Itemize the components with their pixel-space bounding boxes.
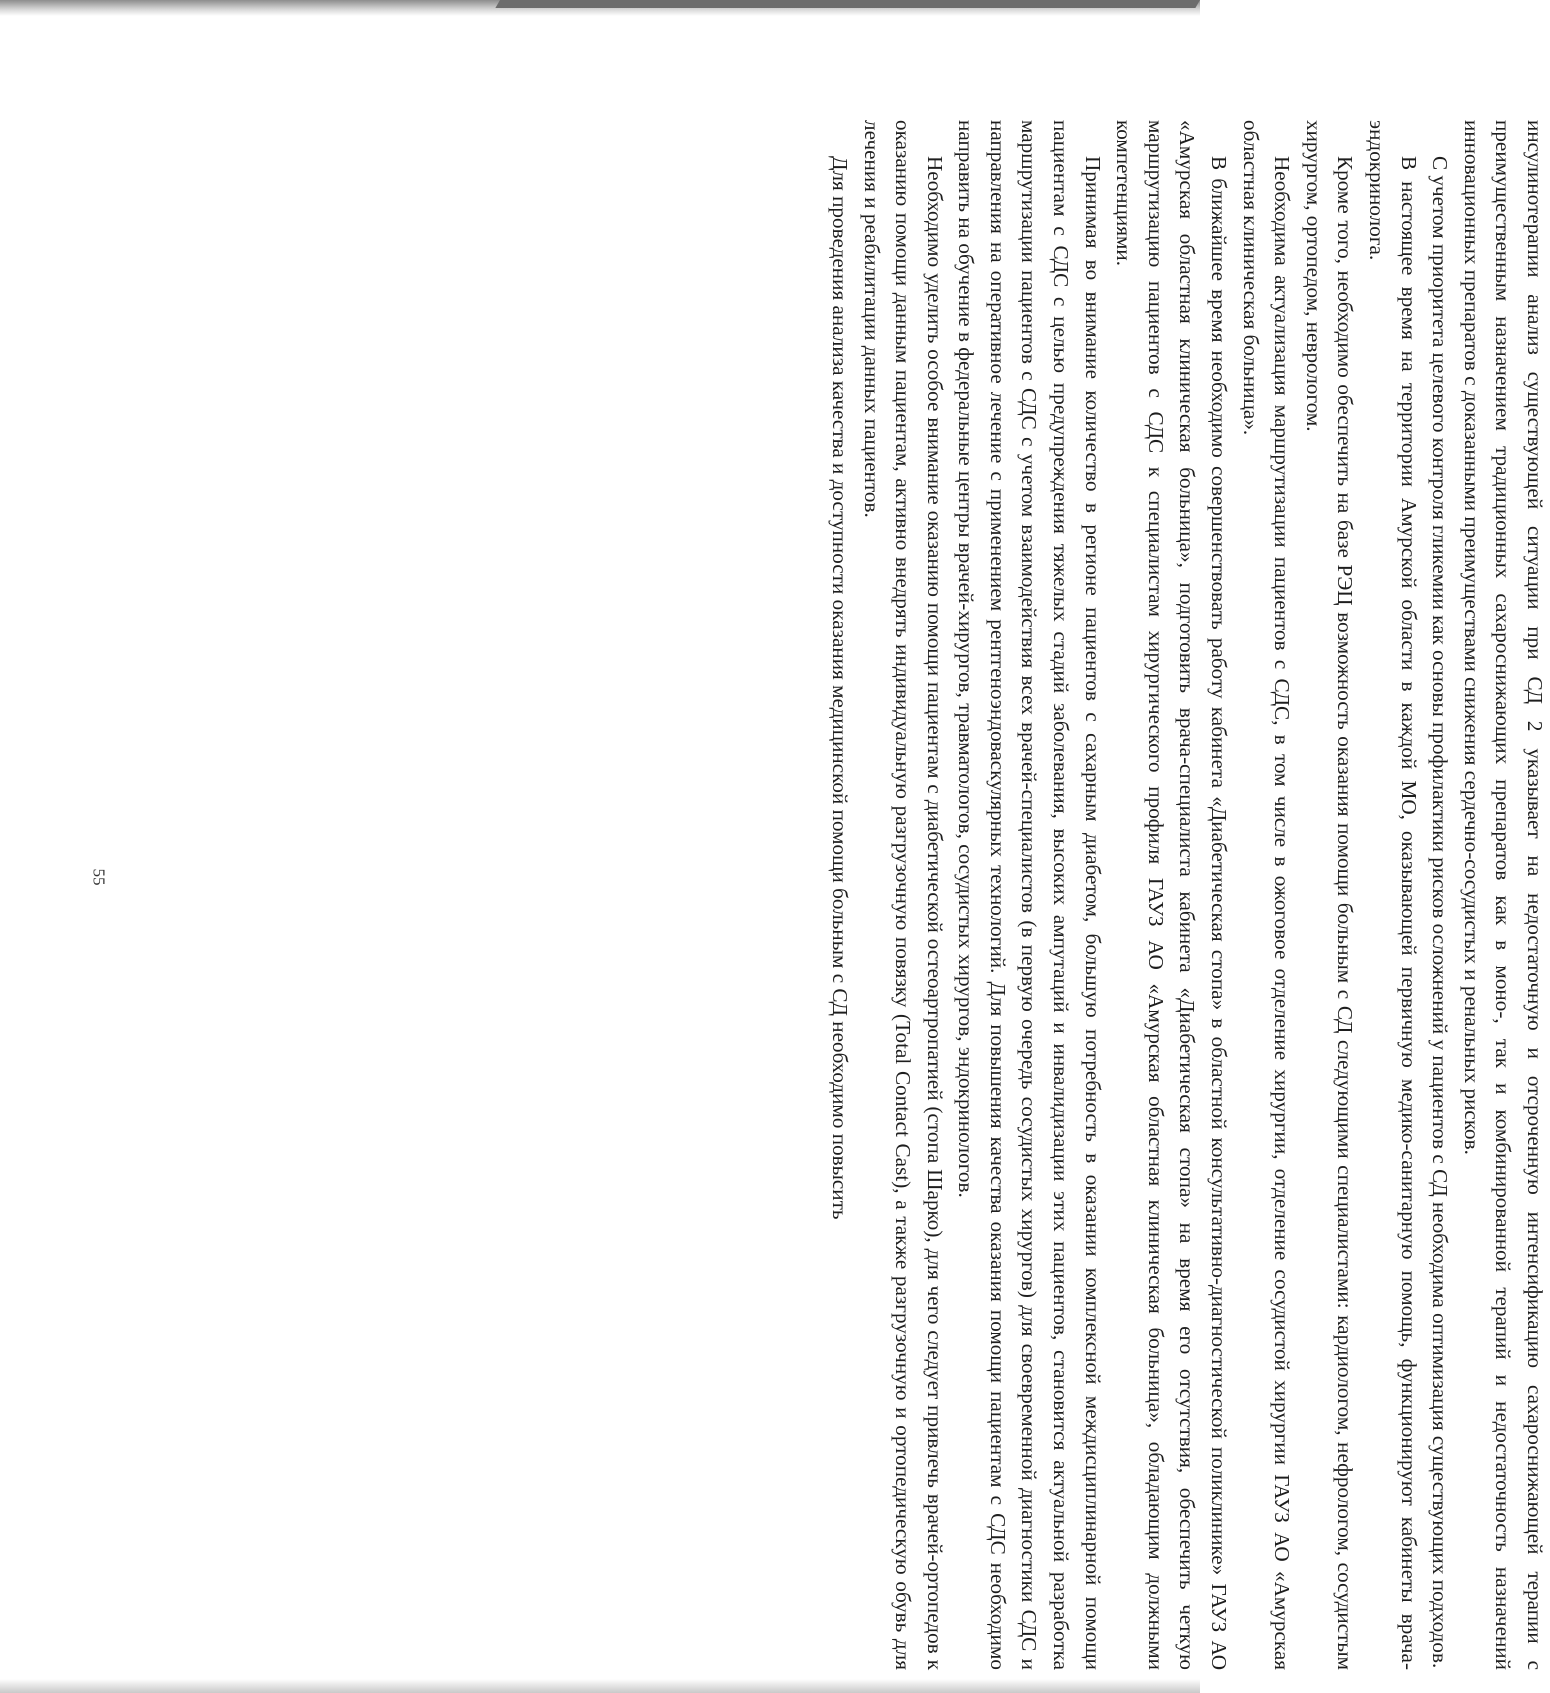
scan-edge-bottom <box>0 1679 1200 1693</box>
page-number: 55 <box>89 868 109 886</box>
paragraph-7: Принимая во внимание количество в регионе пациентов с сахарным диабетом, большую потребность в оказании комплексной междисциплинарной помощи пациентам с СДС с целью предупреждения тяжелых стадий заболевания, высоких ампутаций и инвалидизации этих пациентов, становится актуальной разработка маршрутизации пациентов с СДС с учетом взаимодействия всех врачей-специалистов (в первую очередь сосудистых хирургов) для своевременной диагностики СДС и направления на оперативное лечение с применением рентгеноэндоваскулярных технологий. Для повышения качества оказания помощи пациентам с СДС необходимо направить на обучение в федеральные центры врачей-хирургов, травматологов, сосудистых хирургов, эндокринологов. <box>954 120 1105 1670</box>
paragraph-8: Необходимо уделить особое внимание оказанию помощи пациентам с диабетической остеоартропатией (стопа Шарко), для чего следует привлечь врачей-ортопедов к оказанию помощи данным пациентам, активно внедрять индивидуальную разгрузочную повязку (Total Contact Cast), а также разгрузочную и ортопедическую обувь для лечения и реабилитации данных пациентов. <box>859 120 947 1670</box>
scan-shadow-top <box>495 0 1200 8</box>
paragraph-5: Необходима актуализация маршрутизации пациентов с СДС, в том числе в ожоговое отделение хирургии, отделение сосудистой хирургии ГАУЗ АО «Амурская областная клиническая больница». <box>1238 120 1295 1670</box>
paragraph-6: В ближайшее время необходимо совершенствовать работу кабинета «Диабетическая стопа» в областной консультативно-диагностической поликлинике» ГАУЗ АО «Амурская областная клиническая больница», подготовить врача-специалиста кабинета «Диабетическая стопа» на время его отсутствия, обеспечить четкую маршрутизацию пациентов с СДС к специалистам хирургического профиля ГАУЗ АО «Амурская областная клиническая больница», обладающим должными компетенциями. <box>1112 120 1232 1670</box>
paragraph-2: С учетом приоритета целевого контроля гликемии как основы профилактики рисков осложнений у пациентов с СД необходима оптимизация существующих подходов. <box>1428 156 1453 1669</box>
paragraph-9: Для проведения анализа качества и доступности оказания медицинской помощи больным с СД необходимо повысить <box>827 156 852 1220</box>
paragraph-3: В настоящее время на территории Амурской области в каждой МО, оказывающей первичную медико-санитарную помощь, функционируют кабинеты врача-эндокринолога. <box>1365 120 1421 1670</box>
document-body <box>420 120 1550 1670</box>
paragraph-1: инсулинотерапии анализ существующей ситуации при СД 2 указывает на недостаточную и отсроченную интенсификацию сахароснижающей терапии с преимущественным назначением традиционных сахароснижающих препаратов как в моно-, так и комбинированной терапий и недостаточность назначений инновационных препаратов с доказанными преимуществами снижения сердечно-сосудистых и ренальных рисков. <box>1459 120 1547 1670</box>
paragraph-4: Кроме того, необходимо обеспечить на базе РЭЦ возможность оказания помощи больным с СД следующими специалистами: кардиологом, нефрологом, сосудистым хирургом, ортопедом, неврологом. <box>1301 120 1358 1670</box>
